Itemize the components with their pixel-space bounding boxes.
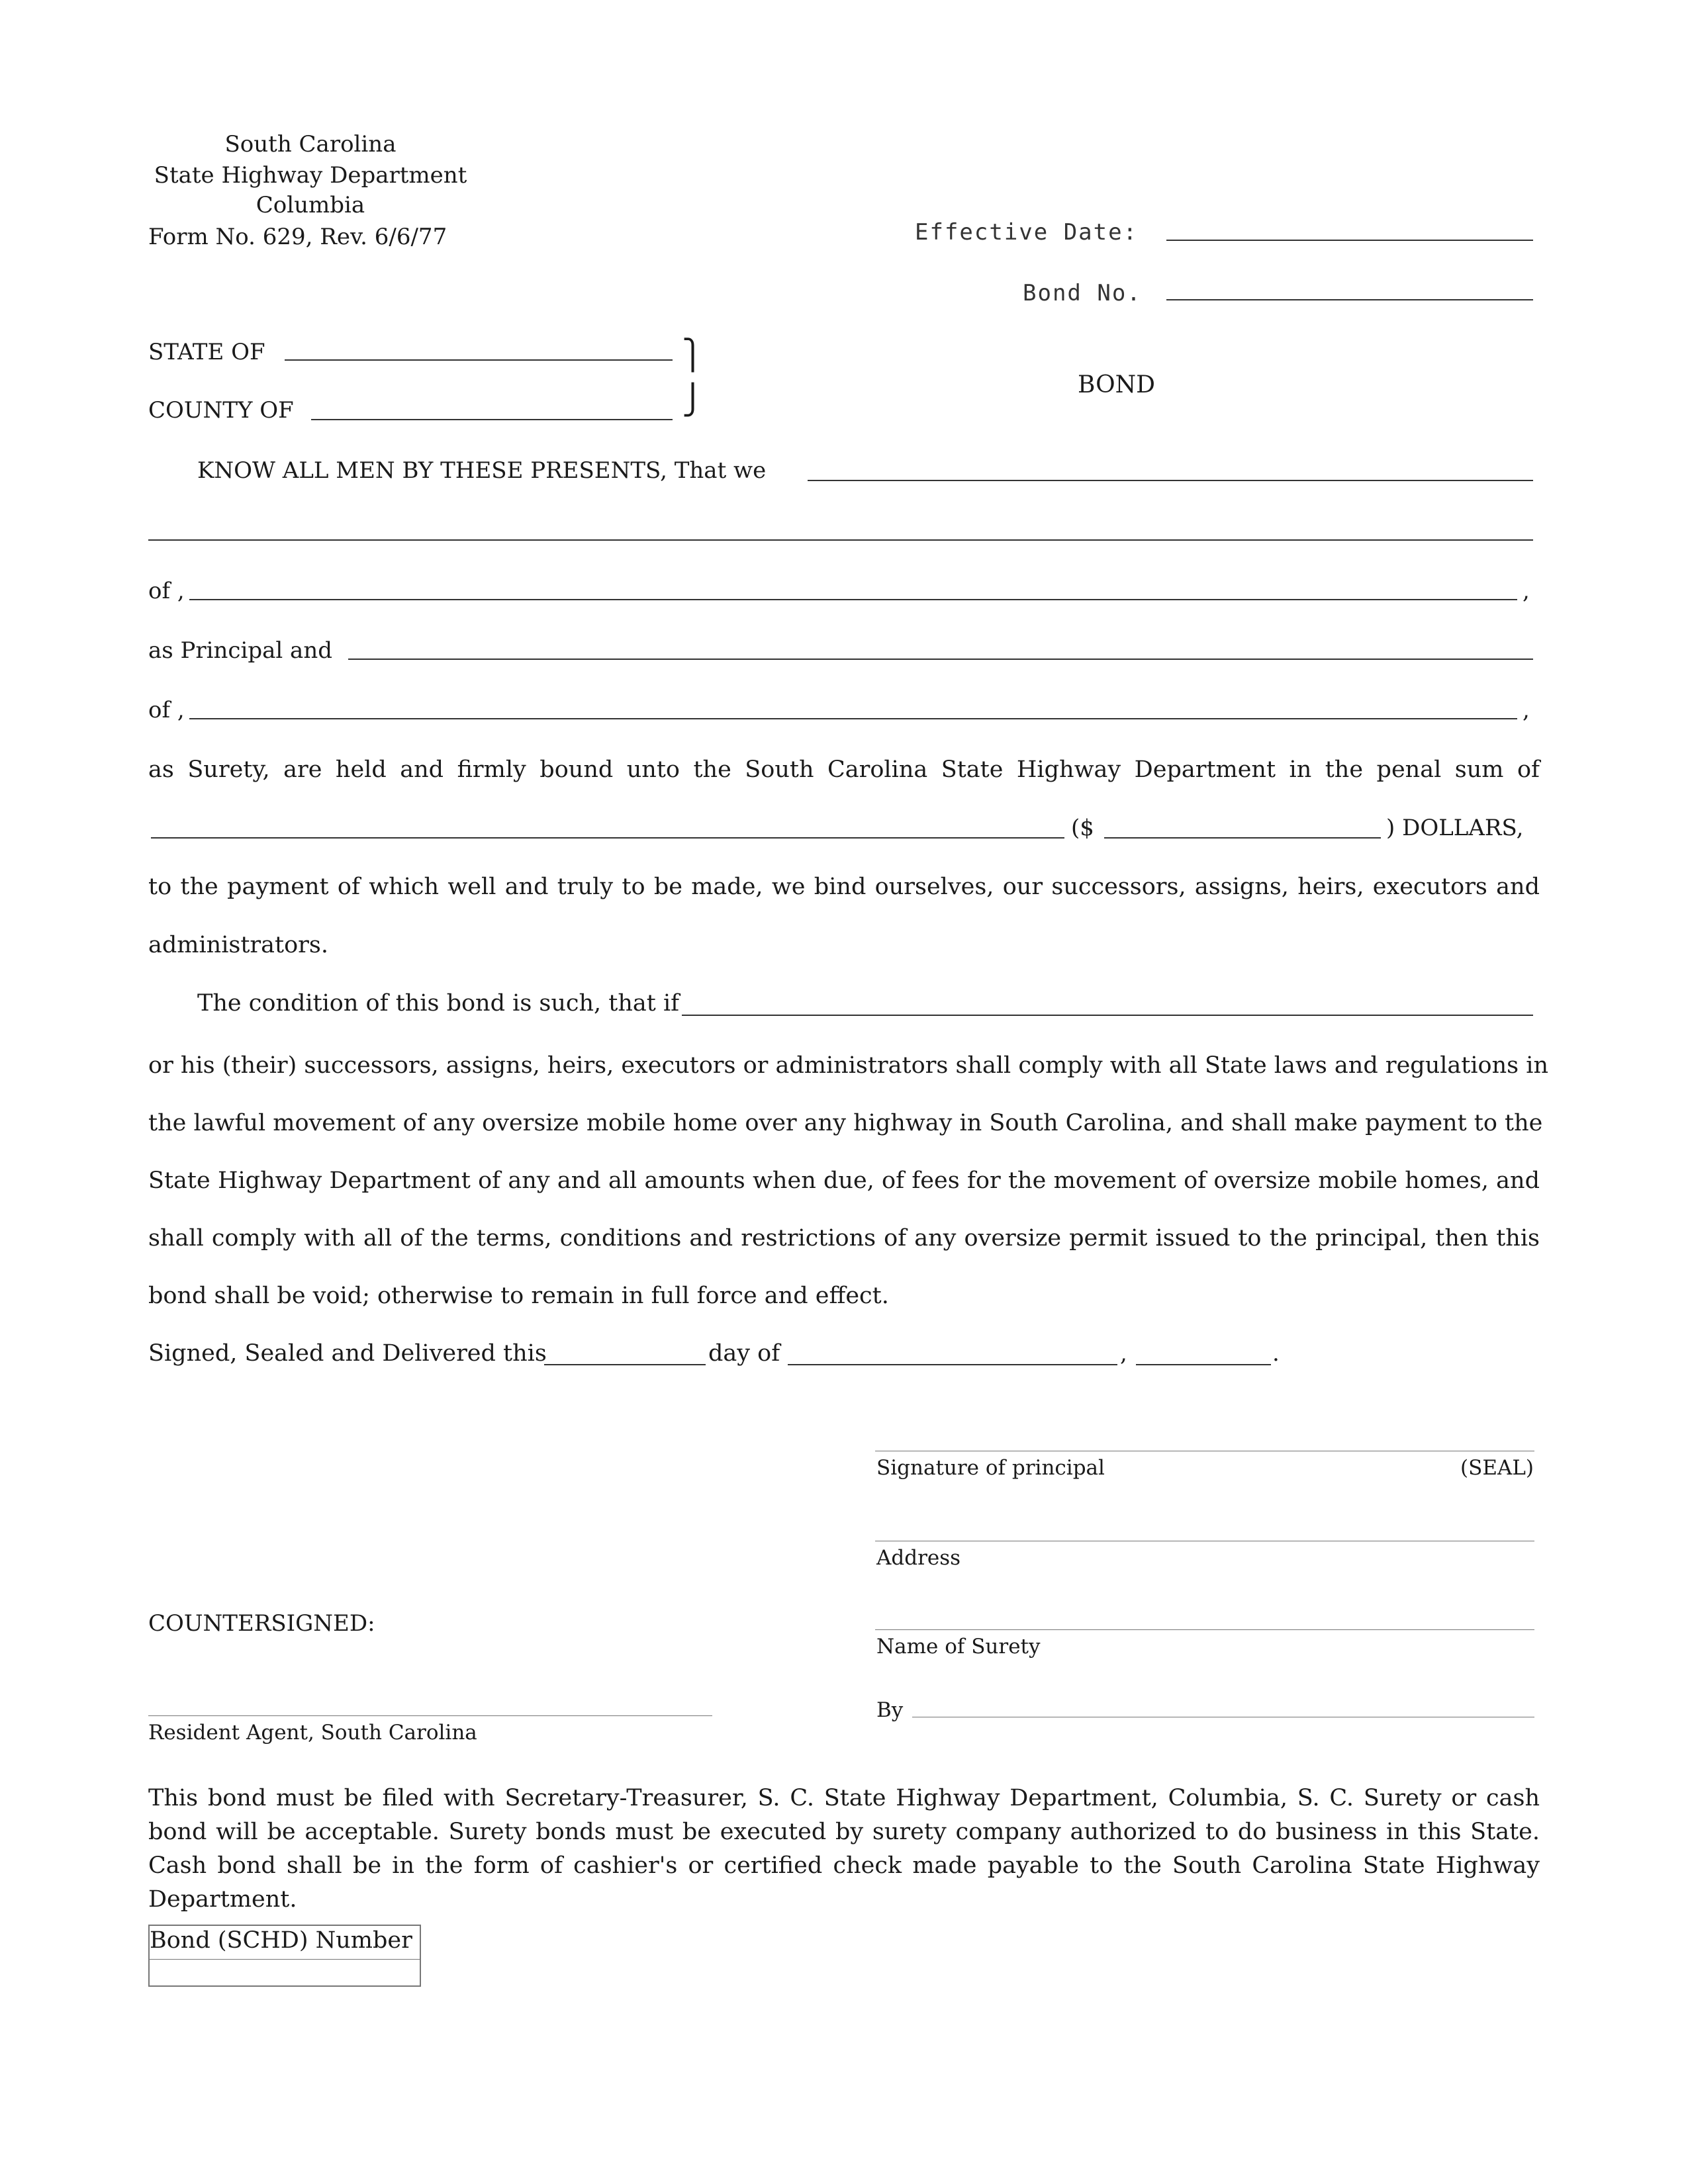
surety-name-label: Name of Surety: [876, 1635, 1041, 1659]
brace-bottom: ⎭: [682, 383, 704, 417]
condition-intro: The condition of this bond is such, that if: [197, 990, 680, 1017]
penal-sum-amount-field[interactable]: [1104, 837, 1381, 839]
condition-line-2: the lawful movement of any oversize mobile home over any highway in South Carolina, and shall make payment to the: [148, 1110, 1543, 1136]
effective-date-label: Effective Date:: [915, 219, 1139, 246]
surety-bound-text: as Surety, are held and firmly bound unto the South Carolina State Highway Department in the penal sum of: [148, 756, 1540, 783]
brace-top: ⎫: [682, 338, 704, 372]
signed-year-field[interactable]: [1136, 1364, 1271, 1365]
know-all-text: KNOW ALL MEN BY THESE PRESENTS, That we: [197, 457, 767, 484]
signed-label: Signed, Sealed and Delivered this: [148, 1340, 547, 1367]
day-of-label: day of: [708, 1340, 780, 1367]
surety-name-signature-field[interactable]: [875, 1629, 1534, 1630]
of-label-principal: of ,: [148, 578, 185, 604]
party-name-field-continued[interactable]: [148, 539, 1533, 541]
agency-department: State Highway Department: [154, 162, 467, 189]
surety-name-field[interactable]: [348, 659, 1533, 660]
resident-agent-field[interactable]: [148, 1715, 712, 1716]
bond-no-label: Bond No.: [1023, 280, 1142, 306]
resident-agent-label: Resident Agent, South Carolina: [148, 1721, 477, 1745]
schd-number-field[interactable]: [151, 1962, 418, 1984]
principal-signature-label: Signature of principal: [876, 1456, 1105, 1480]
address-label: Address: [876, 1546, 961, 1570]
administrators-text: administrators.: [148, 932, 328, 958]
condition-line-1: or his (their) successors, assigns, heirs, executors or administrators shall comply with all State laws and regulations in: [148, 1052, 1548, 1079]
dollars-label: ) DOLLARS,: [1386, 815, 1524, 841]
countersigned-label: COUNTERSIGNED:: [148, 1610, 375, 1637]
penal-sum-words-field[interactable]: [151, 837, 1064, 839]
comma-surety: ,: [1523, 697, 1530, 723]
signed-day-field[interactable]: [544, 1364, 706, 1365]
party-name-field[interactable]: [808, 480, 1533, 481]
as-principal-label: as Principal and: [148, 637, 332, 664]
county-label: COUNTY OF: [148, 397, 294, 424]
schd-number-divider: [150, 1959, 420, 1960]
bond-no-field[interactable]: [1166, 299, 1533, 300]
seal-label: (SEAL): [1460, 1456, 1534, 1480]
agency-name: South Carolina: [224, 131, 397, 158]
condition-line-4: shall comply with all of the terms, conditions and restrictions of any oversize permit issued to the principal, then this: [148, 1225, 1540, 1251]
signed-month-field[interactable]: [788, 1364, 1117, 1365]
date-period: .: [1272, 1340, 1280, 1367]
condition-party-field[interactable]: [682, 1015, 1533, 1016]
dollar-sign-label: ($: [1071, 815, 1094, 841]
form-number: Form No. 629, Rev. 6/6/77: [148, 224, 447, 250]
condition-line-3: State Highway Department of any and all amounts when due, of fees for the movement of oversize mobile homes, and: [148, 1167, 1540, 1194]
payment-text: to the payment of which well and truly to be made, we bind ourselves, our successors, assigns, heirs, executors and: [148, 874, 1540, 900]
effective-date-field[interactable]: [1166, 240, 1533, 241]
state-label: STATE OF: [148, 339, 265, 365]
schd-number-label: Bond (SCHD) Number: [150, 1927, 412, 1954]
by-label: By: [876, 1698, 904, 1722]
filing-instructions: This bond must be filed with Secretary-Treasurer, S. C. State Highway Department, Columbia, S. C. Surety or cash bond will be acceptable. Surety bonds must be executed by surety company authorized to do business in this State. Cash bond shall be in the form of cashier's or certified check made payable to the South Carolina State Highway Department.: [148, 1785, 1540, 1913]
comma-principal: ,: [1523, 578, 1530, 604]
county-field[interactable]: [311, 419, 673, 420]
document-title: BOND: [1078, 371, 1155, 398]
state-field[interactable]: [285, 359, 673, 361]
date-comma: ,: [1120, 1340, 1127, 1367]
surety-address-field[interactable]: [189, 718, 1517, 719]
agency-city: Columbia: [256, 192, 365, 218]
condition-line-5: bond shall be void; otherwise to remain in full force and effect.: [148, 1283, 889, 1309]
principal-address-field[interactable]: [189, 599, 1517, 600]
of-label-surety: of ,: [148, 697, 185, 723]
